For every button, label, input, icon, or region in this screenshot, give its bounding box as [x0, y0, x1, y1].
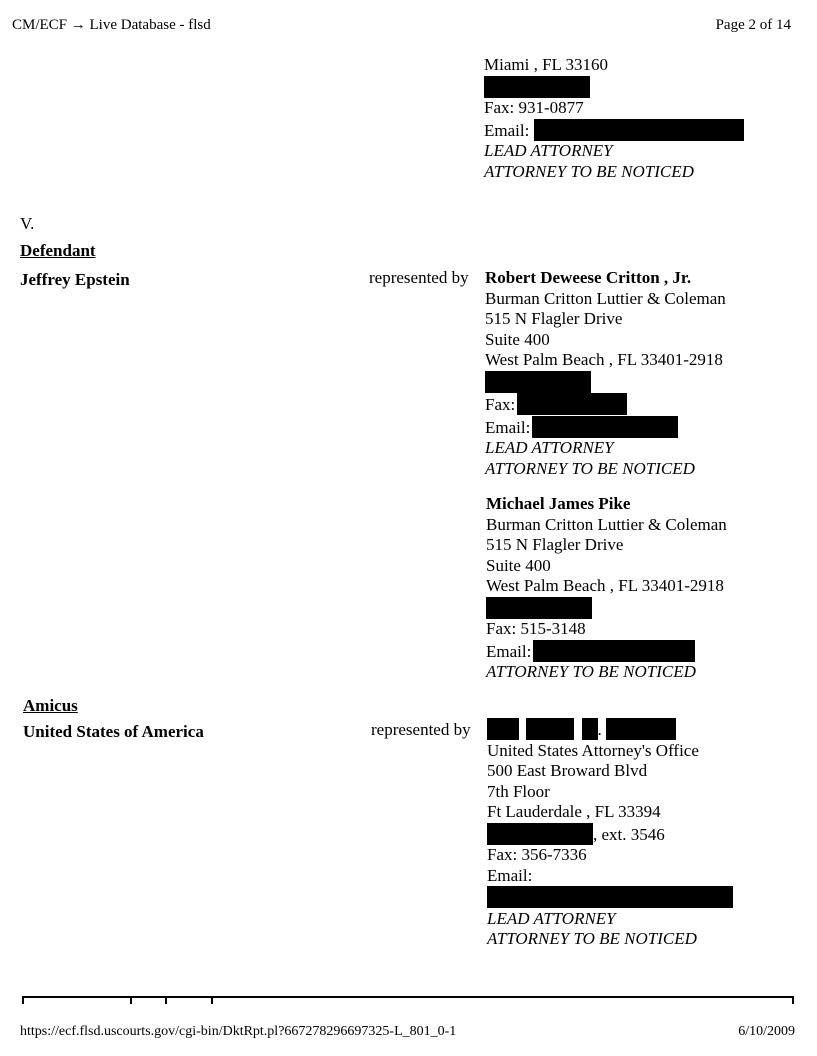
attorney-office: United States Attorney's Office: [487, 740, 699, 760]
attorney-street: 515 N Flagler Drive: [486, 535, 624, 554]
redaction-block: [517, 393, 627, 415]
party-role-amicus: Amicus: [23, 696, 78, 715]
attorney-email-label: Email:: [485, 417, 531, 437]
represented-by-label: represented by: [369, 268, 469, 287]
attorney-suite: Suite 400: [486, 555, 551, 575]
defendant-attorney-1: [485, 268, 726, 479]
attorney-fax: Fax: 356-7336: [487, 845, 587, 864]
party-name-defendant: Jeffrey Epstein: [20, 270, 130, 289]
attorney-city: Ft Lauderdale , FL 33394: [487, 802, 661, 821]
redaction-block: [487, 886, 733, 908]
attorney-fax: Fax:: [485, 395, 516, 414]
attorney-phone-ext: , ext. 3546: [593, 824, 665, 844]
header-title: CM/ECF → Live Database - flsd: [12, 17, 211, 33]
attorney-designation: ATTORNEY TO BE NOTICED: [486, 662, 696, 681]
redaction-block: [486, 597, 592, 619]
redaction-block: [487, 823, 593, 845]
attorney-suite: Suite 400: [485, 329, 550, 349]
attorney-name: Michael James Pike: [486, 494, 631, 513]
footer-divider: [22, 996, 794, 998]
redaction-block: [534, 119, 744, 141]
attorney-firm: Burman Critton Luttier & Coleman: [485, 288, 726, 308]
attorney-designation: LEAD ATTORNEY: [484, 141, 613, 160]
redaction-block: [533, 640, 695, 662]
footer-tick: [792, 996, 794, 1004]
attorney-city: Miami , FL 33160: [484, 55, 609, 74]
attorney-email-label: Email:: [487, 865, 533, 885]
attorney-city: West Palm Beach , FL 33401-2918: [485, 350, 723, 369]
party-role-defendant: Defendant: [20, 241, 96, 260]
attorney-designation: ATTORNEY TO BE NOTICED: [485, 458, 695, 478]
amicus-attorney: [487, 718, 733, 950]
attorney-floor: 7th Floor: [487, 781, 550, 801]
attorney-name-punct: .: [597, 720, 602, 739]
defendant-attorney-2: [486, 494, 727, 683]
attorney-designation: ATTORNEY TO BE NOTICED: [487, 929, 697, 948]
redaction-block: [485, 371, 591, 393]
footer-tick: [22, 996, 24, 1004]
versus-label: V.: [20, 214, 35, 233]
party-name-amicus: United States of America: [23, 722, 204, 741]
attorney-fax: Fax: 931-0877: [484, 98, 584, 117]
plaintiff-attorney-continued: [484, 55, 744, 182]
attorney-fax: Fax: 515-3148: [486, 619, 586, 638]
footer-url: https://ecf.flsd.uscourts.gov/cgi-bin/DktRpt.pl?667278296697325-L_801_0-1: [20, 1024, 457, 1039]
redaction-block: [484, 76, 590, 98]
attorney-designation: ATTORNEY TO BE NOTICED: [484, 161, 694, 181]
represented-by-label: represented by: [371, 720, 471, 739]
attorney-city: West Palm Beach , FL 33401-2918: [486, 576, 724, 595]
redaction-block: [582, 718, 598, 740]
attorney-email-label: Email:: [486, 641, 532, 661]
redaction-block: [606, 718, 676, 740]
page-number: Page 2 of 14: [715, 17, 791, 33]
attorney-street: 515 N Flagler Drive: [485, 309, 623, 328]
footer-tick: [130, 996, 132, 1004]
footer-date: 6/10/2009: [738, 1024, 795, 1039]
attorney-firm: Burman Critton Luttier & Coleman: [486, 514, 727, 534]
redaction-block: [532, 416, 678, 438]
redaction-block: [526, 718, 574, 740]
attorney-name: Robert Deweese Critton , Jr.: [485, 268, 692, 287]
attorney-email-label: Email:: [484, 120, 530, 140]
footer-tick: [165, 996, 167, 1004]
attorney-designation: LEAD ATTORNEY: [487, 908, 616, 928]
attorney-designation: LEAD ATTORNEY: [485, 438, 614, 457]
footer-tick: [211, 996, 213, 1004]
redaction-block: [487, 718, 519, 740]
attorney-street: 500 East Broward Blvd: [487, 761, 648, 780]
